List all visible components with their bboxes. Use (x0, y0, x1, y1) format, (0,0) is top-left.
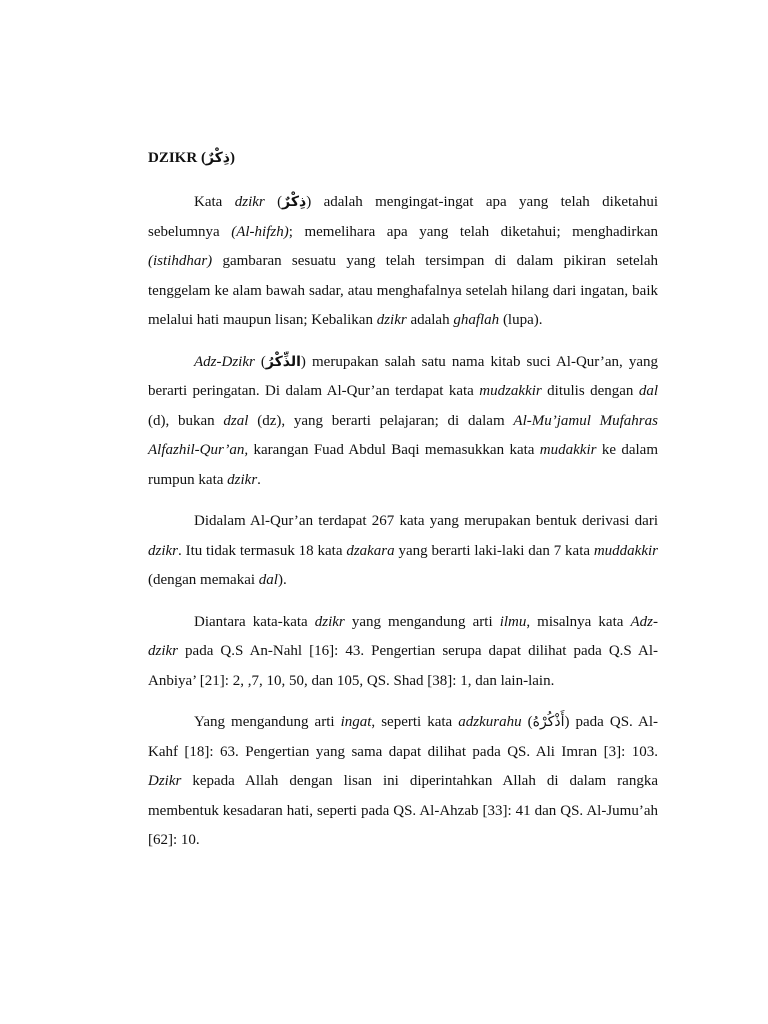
term-ingat: ingat (340, 714, 372, 730)
heading-arabic: ذِكْرٌ (205, 150, 230, 166)
term-adzkurahu: adzkurahu (458, 714, 522, 730)
document-body (148, 144, 658, 868)
arabic-term: الذِّكْرُ (265, 353, 301, 370)
term-dzikr: dzikr (148, 542, 178, 559)
arabic-term: ذِكْرٌ (282, 194, 307, 210)
term-dzikr: dzikr (314, 613, 345, 630)
term-muddakkir: muddakkir (593, 542, 658, 559)
term-ghaflah: ghaflah (453, 312, 500, 328)
term-dzikr: dzikr (376, 312, 407, 328)
term-dzikr: Dzikr (148, 773, 182, 789)
term-adz-dzikr: Adz-dzikr (148, 613, 658, 659)
term-dal: dal (258, 572, 278, 588)
paragraph-5: Yang mengandung arti ingat, seperti kata adzkurahu (أَذْكُرْهُ) pada QS. Al-Kahf [18]: 63. Pengertian yang sama dapat dilihat pada QS. Ali Imran [3]: 103. Dzikr kepada Allah dengan lisan ini diperintahkan Allah di dalam rangka membentuk kesadaran hati, seperti pada QS. Al-Ahzab [33]: 41 dan QS. Al-Jumu’ah [62]: 10. (148, 714, 658, 848)
heading-word: DZIKR (148, 150, 198, 166)
term-mudakkir: mudakkir (539, 442, 597, 458)
term-dal: dal (638, 383, 658, 399)
term-ilmu: ilmu (499, 613, 527, 630)
section-heading: DZIKR (ذِكْرٌ) (148, 150, 235, 166)
paragraph-3: Didalam Al-Qur’an terdapat 267 kata yang merupakan bentuk derivasi dari dzikr. Itu tidak termasuk 18 kata dzakara yang berarti laki-laki dan 7 kata muddakkir (dengan memakai dal). (148, 513, 658, 588)
term-mudzakkir: mudzakkir (479, 383, 542, 399)
paragraph-1: Kata dzikr (ذِكْرٌ) adalah mengingat-ingat apa yang telah diketahui sebelumnya (Al-hifzh); memelihara apa yang telah diketahui; menghadirkan (istihdhar) gambaran sesuatu yang telah tersimpan di dalam pikiran setelah tenggelam ke alam bawah sadar, atau menghafalnya setelah hilang dari ingatan, baik melalui hati maupun lisan; Kebalikan dzikr adalah ghaflah (lupa). (148, 194, 658, 328)
arabic-term: أَذْكُرْهُ (532, 714, 565, 730)
book-title: Al-Mu’jamul Mufahras Alfazhil-Qur’an, (148, 412, 658, 458)
term-adz-dzikr: Adz-Dzikr (194, 353, 255, 370)
paragraph-2: Adz-Dzikr (الذِّكْرُ) merupakan salah satu nama kitab suci Al-Qur’an, yang berarti peringatan. Di dalam Al-Qur’an terdapat kata mudzakkir ditulis dengan dal (d), bukan dzal (dz), yang berarti pelajaran; di dalam Al-Mu’jamul Mufahras Alfazhil-Qur’an, karangan Fuad Abdul Baqi memasukkan kata mudakkir ke dalam rumpun kata dzikr. (148, 353, 658, 488)
term-dzikr: dzikr (234, 194, 265, 210)
paragraph-4: Diantara kata-kata dzikr yang mengandung arti ilmu, misalnya kata Adz-dzikr pada Q.S An-Nahl [16]: 43. Pengertian serupa dapat dilihat pada Q.S Al-Anbiya’ [21]: 2, ,7, 10, 50, dan 105, QS. Shad [38]: 1, dan lain-lain. (148, 613, 658, 689)
term-dzikr: dzikr (227, 471, 258, 488)
term-dzal: dzal (223, 412, 249, 429)
term-istihdhar: (istihdhar) (148, 253, 213, 269)
term-al-hifzh: (Al-hifzh) (231, 223, 289, 240)
term-dzakara: dzakara (346, 542, 395, 559)
